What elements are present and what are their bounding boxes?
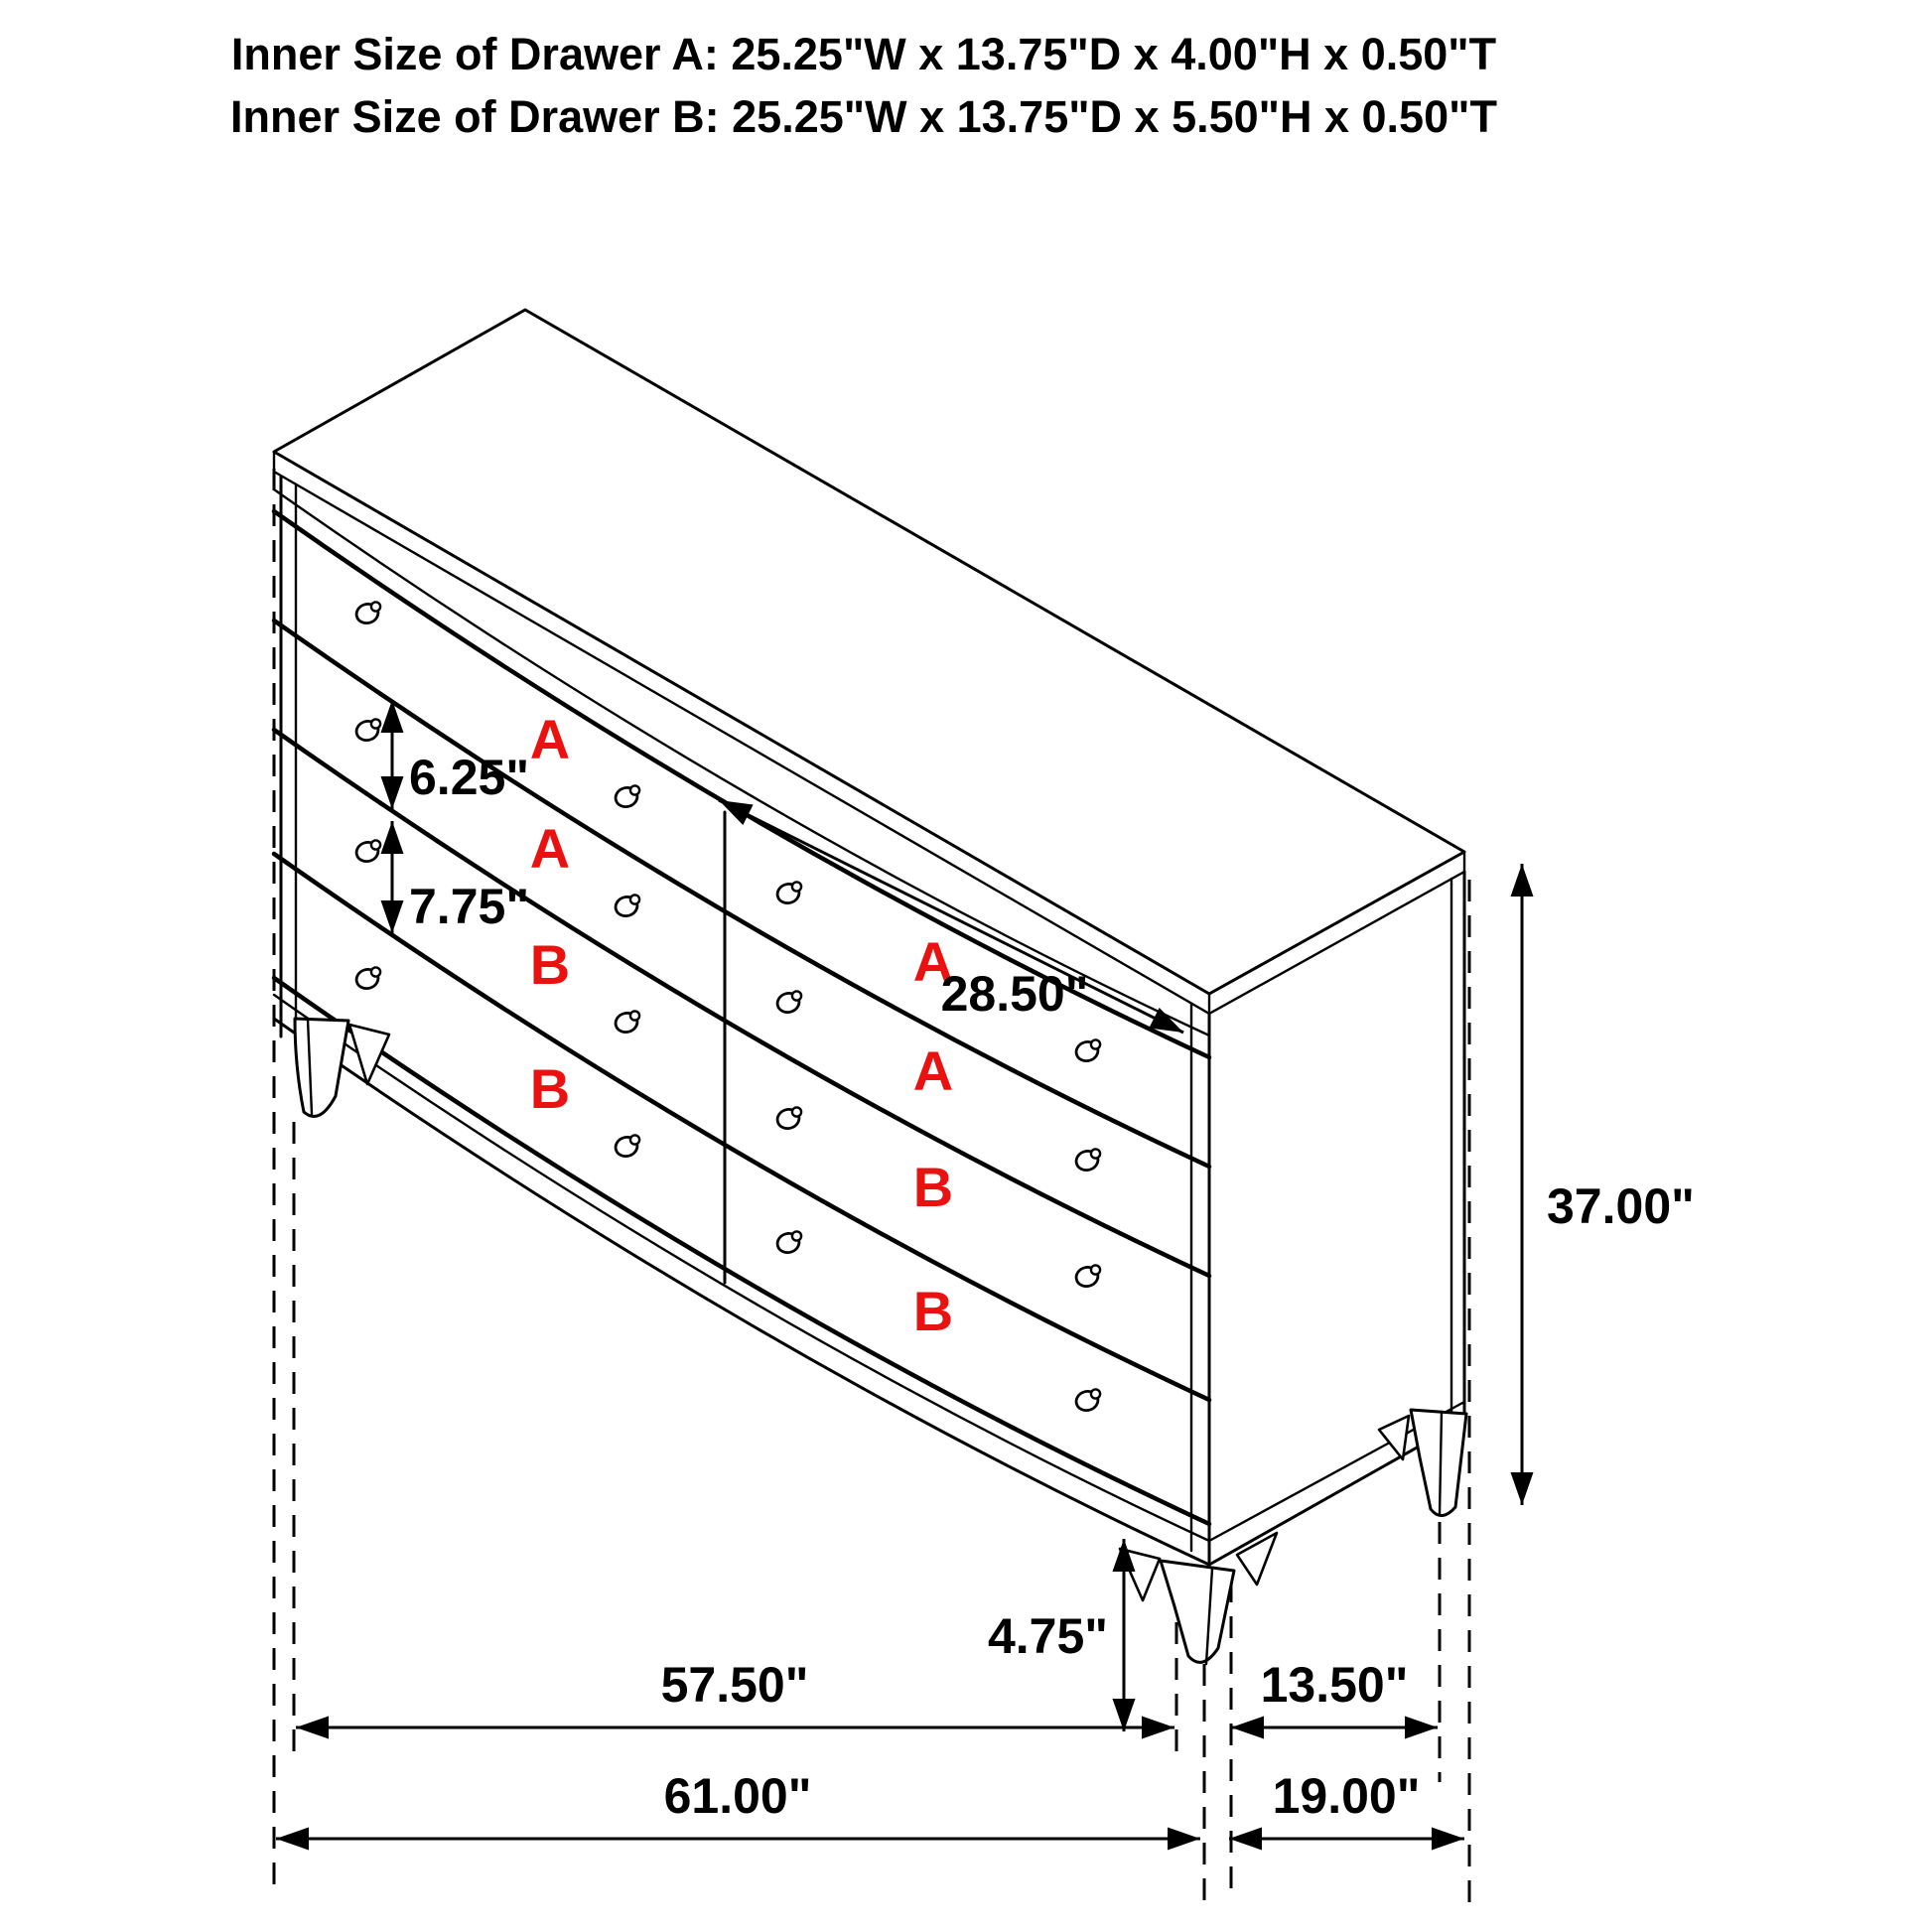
dim-side-leg-span	[1231, 1657, 1438, 1739]
dim-label-19-00: 19.00"	[1272, 1768, 1421, 1824]
front-left-stile	[281, 477, 296, 1044]
front-right-leg	[1161, 1561, 1234, 1662]
knob	[1074, 1039, 1100, 1063]
drawer-label-right-2: A	[912, 1039, 954, 1102]
front-right-corner-edge	[1191, 1005, 1209, 1565]
dim-overall-height	[1511, 864, 1695, 1505]
divider-b2-bottom	[274, 978, 1209, 1524]
drawer-label-left-3: B	[529, 933, 571, 996]
drawer-label-left-1: A	[529, 708, 571, 770]
drawer-label-right-1: A	[912, 930, 954, 993]
knob	[354, 602, 380, 625]
dim-label-4-75: 4.75"	[987, 1608, 1108, 1664]
header	[230, 29, 1497, 142]
dim-drawer-b-height	[381, 821, 530, 934]
knob	[775, 991, 801, 1015]
dim-label-7-75: 7.75"	[409, 879, 530, 934]
dim-front-leg-span	[296, 1657, 1174, 1739]
knob	[354, 719, 380, 743]
dim-drawer-a-height	[381, 700, 530, 809]
dim-label-13-50: 13.50"	[1260, 1657, 1409, 1713]
dresser-drawing	[274, 310, 1466, 1664]
front-left-leg	[295, 1019, 348, 1116]
knob	[354, 840, 380, 864]
knob	[614, 1011, 639, 1035]
legs	[295, 1019, 1466, 1664]
knob	[354, 967, 380, 991]
knob	[775, 882, 801, 905]
knob	[614, 785, 639, 809]
drawer-label-left-2: A	[529, 817, 571, 880]
dim-label-57-50: 57.50"	[660, 1657, 809, 1713]
dim-label-6-25: 6.25"	[409, 750, 530, 805]
knob	[614, 895, 639, 918]
knob	[775, 1231, 801, 1255]
inner-size-drawer-a-label: Inner Size of Drawer A: 25.25"W x 13.75"D x 4.00"H x 0.50"T	[230, 29, 1497, 79]
dim-overall-width	[276, 1768, 1200, 1851]
bottom-rail-molding	[274, 995, 1209, 1541]
dim-label-61-00: 61.00"	[663, 1768, 812, 1824]
drawer-label-left-4: B	[529, 1057, 571, 1120]
back-right-bracket	[1379, 1416, 1409, 1459]
front-right-bracket-side	[1237, 1533, 1277, 1585]
knob	[1074, 1265, 1100, 1289]
back-right-leg	[1411, 1410, 1466, 1516]
knob	[1074, 1149, 1100, 1173]
drawer-label-right-3: B	[912, 1156, 954, 1218]
dim-label-28-50: 28.50"	[940, 966, 1089, 1022]
dim-label-37-00: 37.00"	[1547, 1178, 1695, 1234]
knob	[614, 1135, 639, 1159]
drawer-label-right-4: B	[912, 1280, 954, 1342]
knob	[775, 1107, 801, 1131]
dim-leg-height	[988, 1539, 1136, 1731]
knob	[1074, 1389, 1100, 1413]
dim-overall-depth	[1229, 1768, 1464, 1851]
inner-size-drawer-b-label: Inner Size of Drawer B: 25.25"W x 13.75"D x 5.50"H x 0.50"T	[230, 91, 1497, 142]
